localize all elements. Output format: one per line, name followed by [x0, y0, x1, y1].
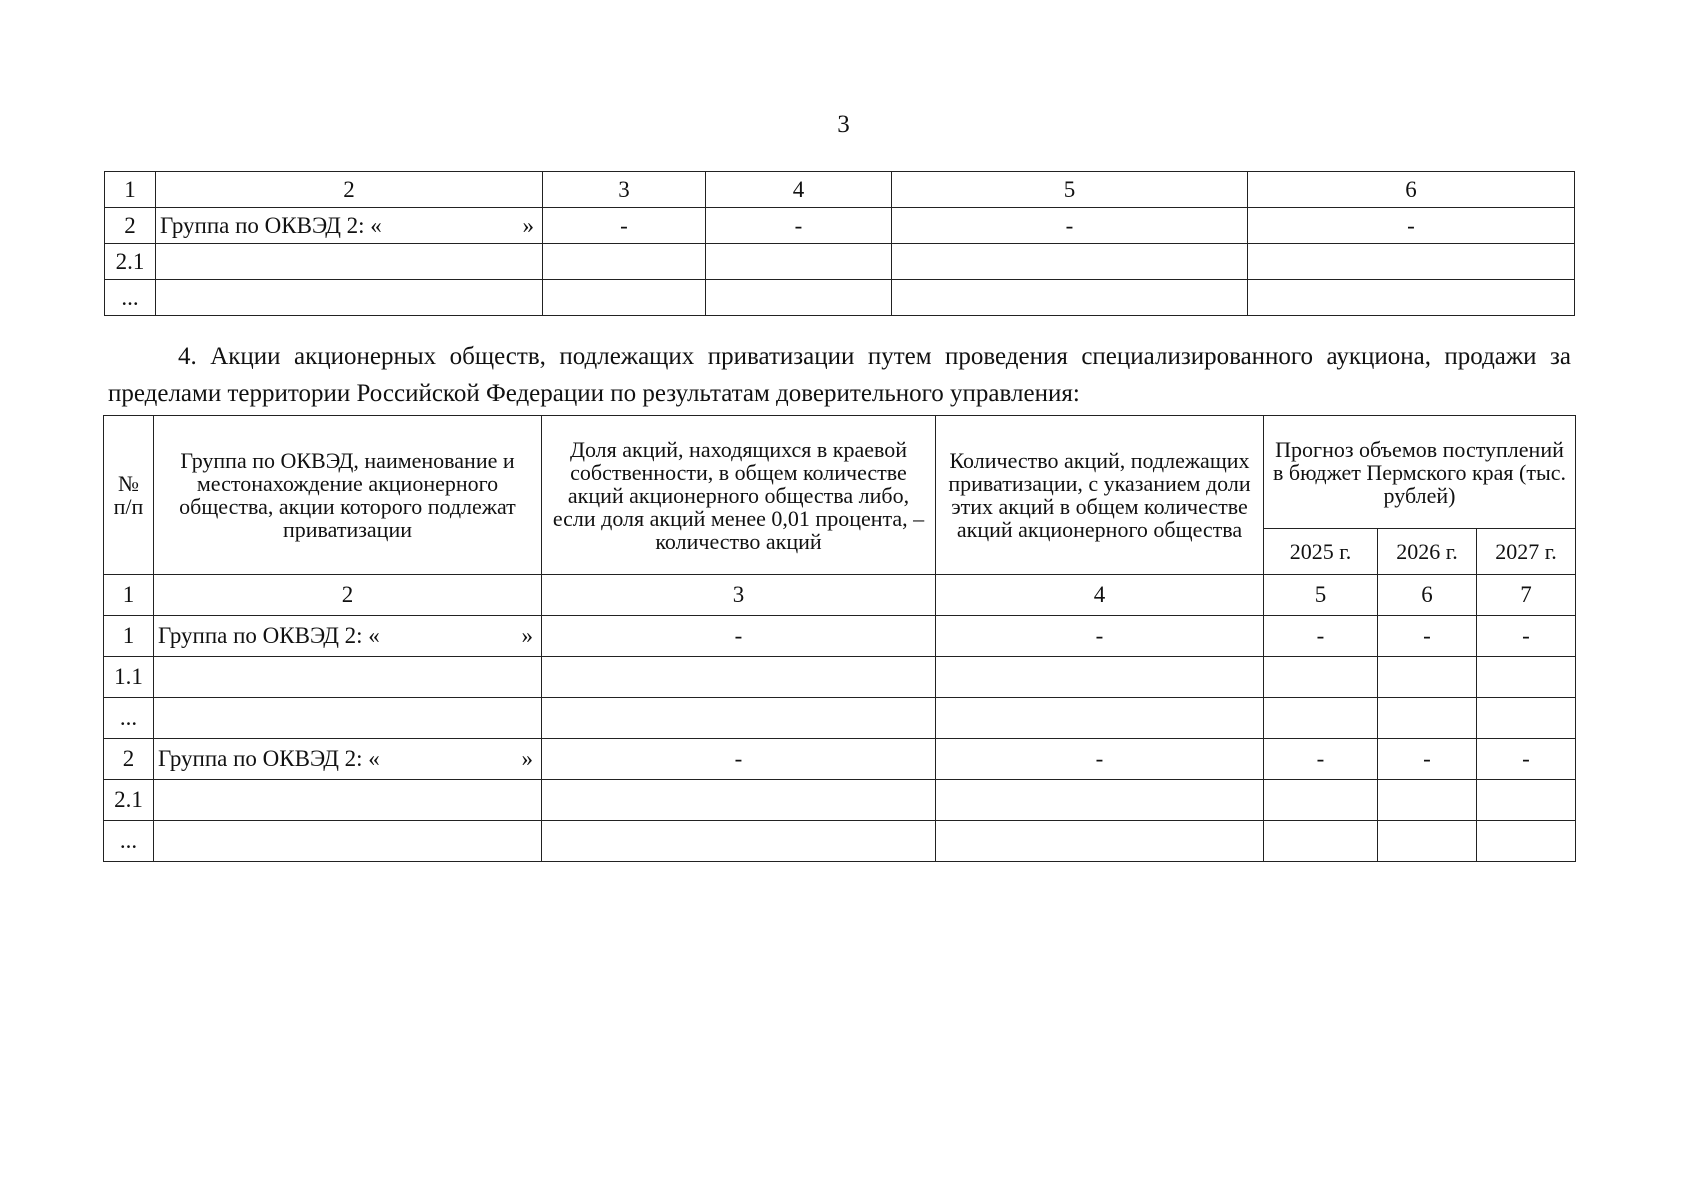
shares-table — [103, 415, 1576, 862]
row-number: ... — [105, 280, 156, 316]
group-cell — [156, 208, 543, 244]
quantity-cell — [936, 657, 1264, 698]
value-cell — [1248, 244, 1575, 280]
forecast-2026-cell — [1378, 780, 1477, 821]
value-cell — [706, 280, 892, 316]
group-cell — [156, 244, 543, 280]
row-number: 2 — [105, 208, 156, 244]
table-row — [104, 739, 1576, 780]
header-year-2027: 2027 г. — [1477, 529, 1576, 575]
column-number-row — [105, 172, 1575, 208]
column-number: 3 — [543, 172, 706, 208]
forecast-2027-cell: - — [1477, 739, 1576, 780]
group-cell — [156, 280, 543, 316]
table-row — [105, 280, 1575, 316]
share-cell: - — [542, 616, 936, 657]
forecast-2026-cell — [1378, 698, 1477, 739]
column-number-row — [104, 575, 1576, 616]
row-number: 1 — [104, 616, 154, 657]
forecast-2025-cell: - — [1264, 616, 1378, 657]
group-cell — [154, 698, 542, 739]
value-cell — [1248, 280, 1575, 316]
section-4-text: 4. Акции акционерных обществ, подлежащих приватизации путем проведения специализированного аукциона, продажи за пределами территории Российской Федерации по результатам доверительного управления: — [108, 343, 1571, 407]
group-label: Группа по ОКВЭД 2: « — [158, 746, 380, 771]
column-number: 2 — [154, 575, 542, 616]
share-cell — [542, 821, 936, 862]
forecast-2027-cell — [1477, 821, 1576, 862]
column-number: 1 — [104, 575, 154, 616]
forecast-2027-cell — [1477, 698, 1576, 739]
forecast-2027-cell: - — [1477, 616, 1576, 657]
page-number: 3 — [837, 111, 850, 138]
quantity-cell — [936, 780, 1264, 821]
group-label: Группа по ОКВЭД 2: « — [158, 623, 380, 648]
value-cell — [543, 280, 706, 316]
forecast-2025-cell — [1264, 780, 1378, 821]
value-cell — [892, 244, 1248, 280]
forecast-2025-cell — [1264, 657, 1378, 698]
quantity-cell: - — [936, 616, 1264, 657]
table-row — [104, 821, 1576, 862]
column-number: 5 — [1264, 575, 1378, 616]
column-number: 6 — [1248, 172, 1575, 208]
value-cell — [892, 280, 1248, 316]
value-cell — [543, 244, 706, 280]
table-row — [104, 780, 1576, 821]
table-row — [104, 657, 1576, 698]
group-cell — [154, 616, 542, 657]
header-forecast: Прогноз объемов поступлений в бюджет Пермского края (тыс. рублей) — [1264, 416, 1576, 529]
share-cell: - — [542, 739, 936, 780]
closing-quote: » — [521, 623, 533, 648]
group-cell — [154, 739, 542, 780]
forecast-2025-cell — [1264, 698, 1378, 739]
forecast-2027-cell — [1477, 780, 1576, 821]
column-number: 2 — [156, 172, 543, 208]
forecast-2027-cell — [1477, 657, 1576, 698]
continued-table — [104, 171, 1575, 316]
forecast-2026-cell — [1378, 821, 1477, 862]
forecast-2026-cell: - — [1378, 739, 1477, 780]
closing-quote: » — [521, 746, 533, 771]
group-cell — [154, 821, 542, 862]
column-number: 7 — [1477, 575, 1576, 616]
quantity-cell — [936, 698, 1264, 739]
row-number: 2.1 — [104, 780, 154, 821]
group-cell — [154, 657, 542, 698]
row-number: 1.1 — [104, 657, 154, 698]
value-cell: - — [892, 208, 1248, 244]
group-cell — [154, 780, 542, 821]
row-number: 2.1 — [105, 244, 156, 280]
value-cell: - — [1248, 208, 1575, 244]
header-num: № п/п — [104, 416, 154, 575]
closing-quote: » — [522, 212, 534, 238]
table-row — [105, 208, 1575, 244]
column-number: 5 — [892, 172, 1248, 208]
forecast-2026-cell — [1378, 657, 1477, 698]
column-number: 6 — [1378, 575, 1477, 616]
quantity-cell — [936, 821, 1264, 862]
table-row — [105, 244, 1575, 280]
column-number: 4 — [706, 172, 892, 208]
table-row — [104, 616, 1576, 657]
header-group: Группа по ОКВЭД, наименование и местонахождение акционерного общества, акции которого подлежат приватизации — [154, 416, 542, 575]
column-number: 4 — [936, 575, 1264, 616]
value-cell — [706, 244, 892, 280]
value-cell: - — [706, 208, 892, 244]
header-year-2025: 2025 г. — [1264, 529, 1378, 575]
quantity-cell: - — [936, 739, 1264, 780]
share-cell — [542, 698, 936, 739]
value-cell: - — [543, 208, 706, 244]
header-year-2026: 2026 г. — [1378, 529, 1477, 575]
row-number: ... — [104, 698, 154, 739]
column-number: 1 — [105, 172, 156, 208]
forecast-2025-cell: - — [1264, 739, 1378, 780]
forecast-2026-cell: - — [1378, 616, 1477, 657]
share-cell — [542, 780, 936, 821]
column-number: 3 — [542, 575, 936, 616]
share-cell — [542, 657, 936, 698]
forecast-2025-cell — [1264, 821, 1378, 862]
group-label: Группа по ОКВЭД 2: « — [160, 212, 382, 238]
row-number: 2 — [104, 739, 154, 780]
table-row — [104, 698, 1576, 739]
header-share: Доля акций, находящихся в краевой собственности, в общем количестве акций акционерного общества либо, если доля акций менее 0,01 процента, – количество акций — [542, 416, 936, 575]
header-quantity: Количество акций, подлежащих приватизации, с указанием доли этих акций в общем количестве акций акционерного общества — [936, 416, 1264, 575]
row-number: ... — [104, 821, 154, 862]
